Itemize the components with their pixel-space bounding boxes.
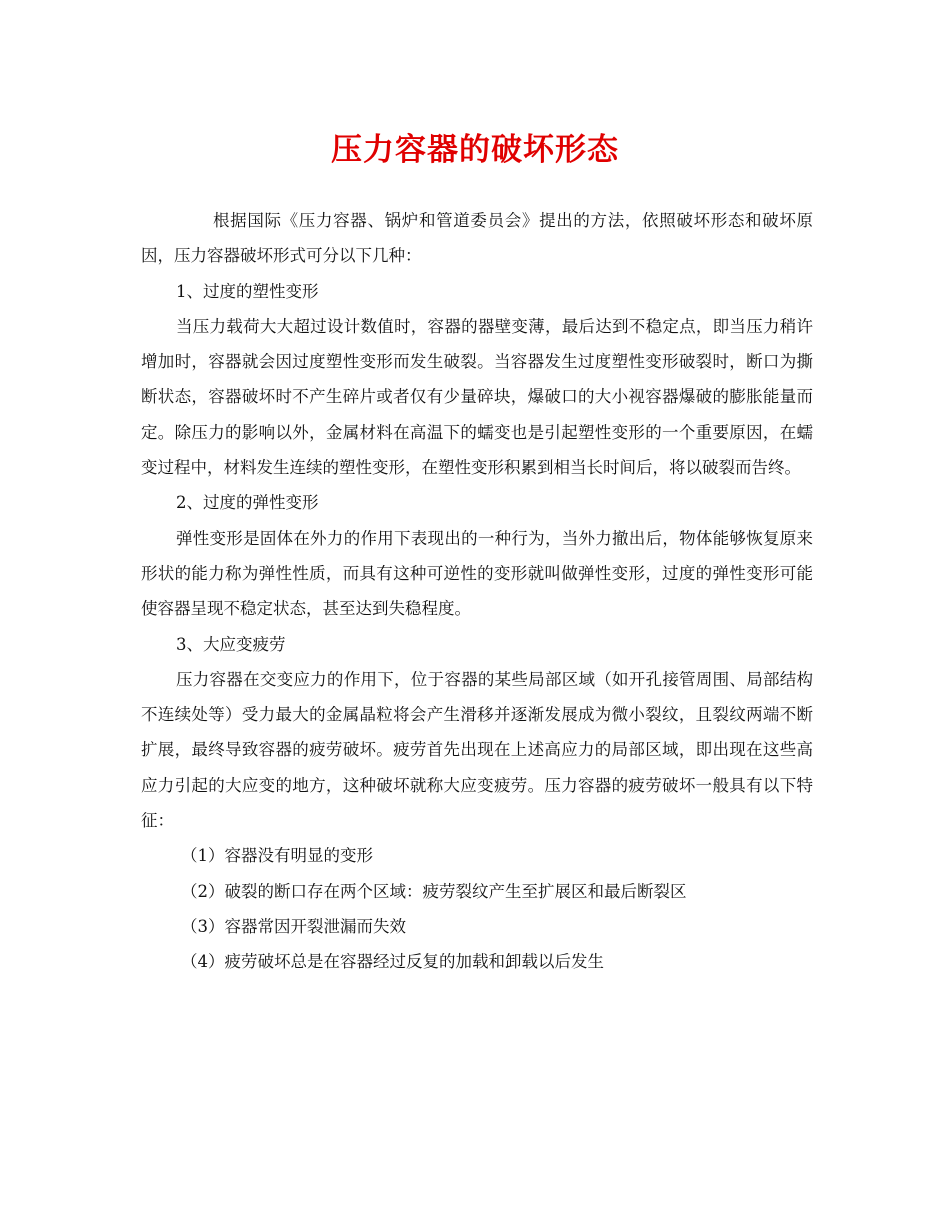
section-paragraph-fatigue: 压力容器在交变应力的作用下，位于容器的某些局部区域（如开孔接管周围、局部结构不连续处等）受力最大的金属晶粒将会产生滑移并逐渐发展成为微小裂纹，且裂纹两端不断扩展，最终导致容器的疲劳破坏。疲劳首先出现在上述高应力的局部区域，即出现在这些高应力引起的大应变的地方，这种破坏就称大应变疲劳。压力容器的疲劳破坏一般具有以下特征： [141, 669, 813, 831]
intro-paragraph: 根据国际《压力容器、锅炉和管道委员会》提出的方法，依照破坏形态和破坏原因，压力容器破坏形式可分以下几种： [141, 211, 813, 266]
document-title: 压力容器的破坏形态 [331, 132, 619, 168]
feature-item-4: （4）疲劳破坏总是在容器经过反复的加载和卸载以后发生 [181, 952, 604, 972]
feature-item-3: （3）容器常因开裂泄漏而失效 [181, 916, 406, 936]
document-body [141, 203, 813, 980]
section-heading-fatigue: 3、大应变疲劳 [176, 634, 286, 654]
feature-item-1: （1）容器没有明显的变形 [181, 846, 373, 866]
section-heading-elastic: 2、过度的弹性变形 [176, 493, 319, 513]
section-paragraph-elastic: 弹性变形是固体在外力的作用下表现出的一种行为，当外力撤出后，物体能够恢复原来形状的能力称为弹性性质，而具有这种可逆性的变形就叫做弹性变形，过度的弹性变形可能使容器呈现不稳定状态，甚至达到失稳程度。 [141, 528, 813, 619]
section-paragraph-plastic: 当压力载荷大大超过设计数值时，容器的器壁变薄，最后达到不稳定点，即当压力稍许增加时，容器就会因过度塑性变形而发生破裂。当容器发生过度塑性变形破裂时，断口为撕断状态，容器破坏时不产生碎片或者仅有少量碎块，爆破口的大小视容器爆破的膨胀能量而定。除压力的影响以外，金属材料在高温下的蠕变也是引起塑性变形的一个重要原因，在蠕变过程中，材料发生连续的塑性变形，在塑性变形积累到相当长时间后，将以破裂而告终。 [141, 316, 813, 478]
section-heading-plastic: 1、过度的塑性变形 [176, 281, 319, 301]
feature-item-2: （2）破裂的断口存在两个区域：疲劳裂纹产生至扩展区和最后断裂区 [181, 881, 687, 901]
